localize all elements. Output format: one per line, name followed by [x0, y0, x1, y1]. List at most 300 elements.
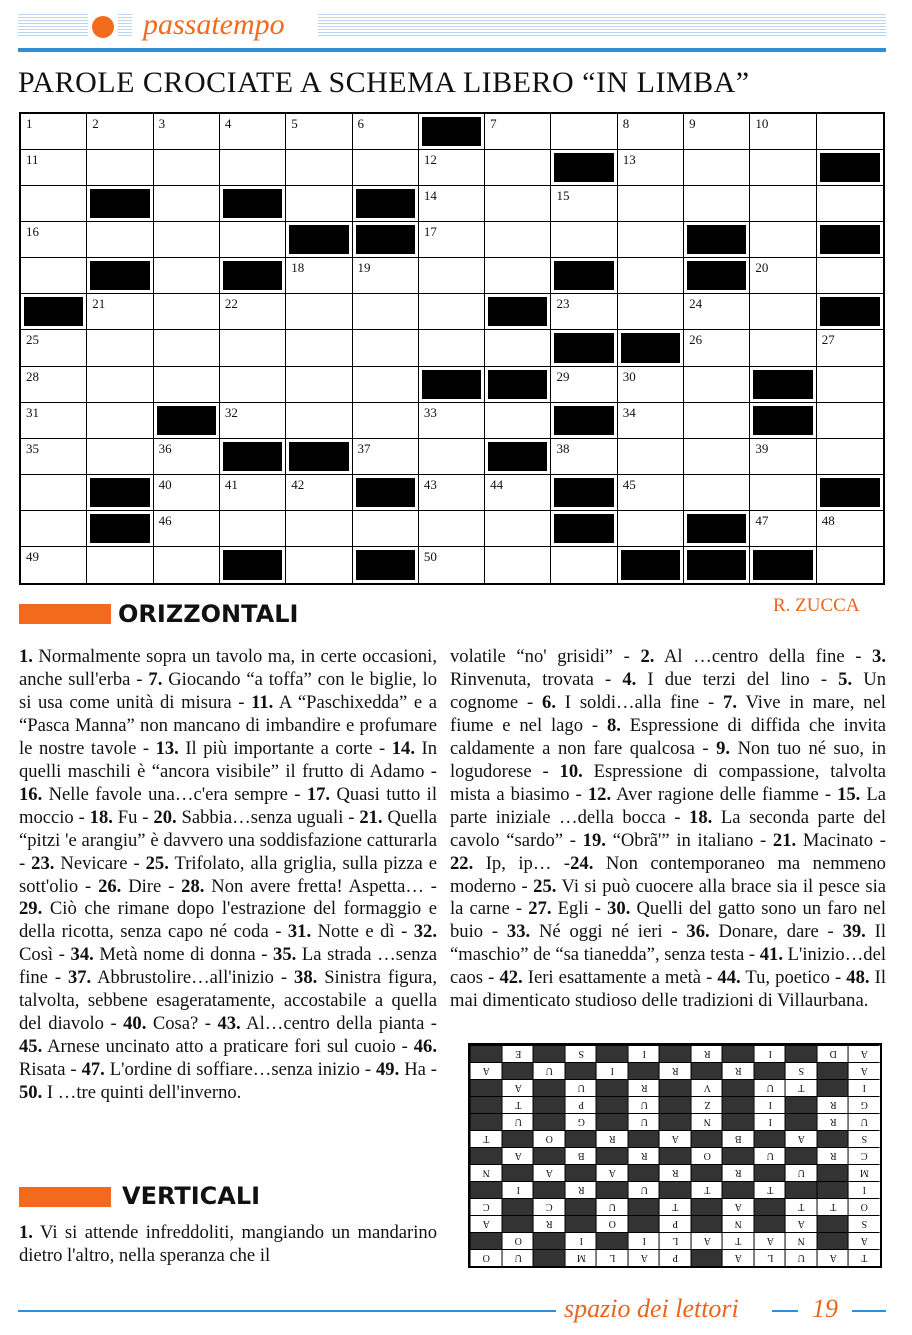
solution-black-cell: [565, 1130, 597, 1147]
solution-black-cell: [565, 1198, 597, 1215]
grid-cell: [419, 330, 485, 366]
grid-black-cell: [485, 367, 551, 403]
solution-black-cell: [722, 1096, 754, 1113]
solution-black-cell: [785, 1096, 817, 1113]
grid-cell: [154, 475, 220, 511]
grid-cell: [750, 222, 816, 258]
grid-number: 12: [423, 152, 437, 168]
grid-cell: [353, 439, 419, 475]
grid-cell: [817, 186, 883, 222]
grid-cell: [750, 186, 816, 222]
grid-cell: [220, 222, 286, 258]
grid-number: 35: [26, 440, 39, 456]
grid-black-cell: [485, 439, 551, 475]
solution-black-cell: [817, 1215, 849, 1232]
grid-cell: [419, 186, 485, 222]
grid-cell: [21, 367, 87, 403]
grid-cell: [220, 475, 286, 511]
solution-cell: N: [722, 1215, 754, 1232]
grid-cell: [154, 367, 220, 403]
solution-black-cell: [817, 1164, 849, 1181]
grid-cell: [684, 403, 750, 439]
solution-cell: T: [502, 1096, 534, 1113]
grid-number: 39: [755, 440, 769, 456]
grid-cell: [87, 403, 153, 439]
solution-cell: I: [848, 1079, 880, 1096]
grid-cell: [286, 114, 352, 150]
grid-cell: [353, 150, 419, 186]
grid-cell: [220, 367, 286, 403]
solution-black-cell: [533, 1249, 565, 1266]
solution-black-cell: [785, 1181, 817, 1198]
solution-black-cell: [502, 1198, 534, 1215]
grid-black-cell: [286, 222, 352, 258]
grid-cell: [684, 294, 750, 330]
solution-cell: O: [691, 1147, 723, 1164]
solution-black-cell: [596, 1232, 628, 1249]
solution-cell: N: [691, 1113, 723, 1130]
grid-number: 38: [556, 440, 570, 456]
grid-number: 22: [224, 296, 238, 312]
grid-cell: [419, 222, 485, 258]
solution-cell: I: [848, 1181, 880, 1198]
solution-black-cell: [533, 1181, 565, 1198]
grid-number: 41: [224, 476, 238, 492]
solution-black-cell: [596, 1181, 628, 1198]
solution-cell: C: [470, 1198, 502, 1215]
grid-black-cell: [684, 547, 750, 583]
grid-number: 37: [357, 440, 371, 456]
grid-cell: [817, 367, 883, 403]
solution-black-cell: [470, 1045, 502, 1062]
grid-number: 18: [291, 260, 305, 276]
solution-black-cell: [659, 1181, 691, 1198]
grid-cell: [750, 150, 816, 186]
solution-black-cell: [817, 1232, 849, 1249]
grid-cell: [220, 114, 286, 150]
solution-black-cell: [470, 1232, 502, 1249]
solution-cell: S: [785, 1062, 817, 1079]
grid-cell: [286, 186, 352, 222]
grid-cell: [684, 330, 750, 366]
grid-cell: [87, 294, 153, 330]
grid-cell: [684, 186, 750, 222]
grid-number: 13: [622, 152, 636, 168]
header-stripes: [118, 14, 132, 36]
grid-cell: [21, 114, 87, 150]
solution-black-cell: [722, 1113, 754, 1130]
solution-grid: [468, 1043, 882, 1268]
grid-number: 3: [158, 116, 166, 131]
grid-cell: [87, 222, 153, 258]
solution-cell: A: [596, 1164, 628, 1181]
grid-cell: [419, 511, 485, 547]
grid-cell: [154, 547, 220, 583]
header-stripes: [18, 14, 88, 36]
solution-cell: G: [848, 1096, 880, 1113]
solution-black-cell: [628, 1130, 660, 1147]
page-title: PAROLE CROCIATE A SCHEMA LIBERO “IN LIMBA”: [18, 66, 750, 99]
grid-cell: [21, 150, 87, 186]
grid-cell: [485, 475, 551, 511]
grid-number: 29: [556, 368, 570, 384]
solution-black-cell: [754, 1164, 786, 1181]
solution-cell: O: [502, 1232, 534, 1249]
solution-black-cell: [565, 1215, 597, 1232]
solution-cell: S: [565, 1045, 597, 1062]
grid-number: 46: [158, 512, 172, 528]
grid-cell: [551, 114, 617, 150]
solution-black-cell: [470, 1113, 502, 1130]
solution-black-cell: [785, 1147, 817, 1164]
solution-black-cell: [628, 1198, 660, 1215]
solution-black-cell: [817, 1062, 849, 1079]
grid-black-cell: [684, 258, 750, 294]
solution-cell: R: [722, 1062, 754, 1079]
solution-cell: R: [533, 1215, 565, 1232]
header-dot-icon: [92, 16, 114, 38]
solution-cell: P: [565, 1096, 597, 1113]
solution-cell: A: [817, 1249, 849, 1266]
solution-black-cell: [722, 1045, 754, 1062]
grid-cell: [551, 294, 617, 330]
grid-cell: [154, 186, 220, 222]
solution-cell: N: [470, 1164, 502, 1181]
solution-cell: G: [565, 1113, 597, 1130]
solution-cell: P: [659, 1249, 691, 1266]
grid-cell: [154, 222, 220, 258]
grid-number: 40: [158, 476, 172, 492]
grid-cell: [618, 475, 684, 511]
solution-black-cell: [502, 1130, 534, 1147]
solution-black-cell: [691, 1062, 723, 1079]
solution-black-cell: [817, 1079, 849, 1096]
solution-cell: R: [722, 1164, 754, 1181]
grid-number: 50: [423, 548, 437, 564]
solution-cell: I: [754, 1113, 786, 1130]
grid-cell: [419, 547, 485, 583]
solution-cell: I: [754, 1096, 786, 1113]
solution-cell: A: [848, 1045, 880, 1062]
solution-cell: L: [754, 1249, 786, 1266]
solution-black-cell: [628, 1164, 660, 1181]
solution-black-cell: [596, 1045, 628, 1062]
solution-cell: P: [659, 1215, 691, 1232]
solution-cell: R: [817, 1096, 849, 1113]
grid-cell: [419, 150, 485, 186]
solution-black-cell: [722, 1147, 754, 1164]
solution-black-cell: [754, 1198, 786, 1215]
grid-cell: [353, 114, 419, 150]
grid-cell: [154, 330, 220, 366]
grid-black-cell: [353, 186, 419, 222]
grid-cell: [618, 114, 684, 150]
footer-divider: [772, 1310, 798, 1312]
grid-number: 14: [423, 188, 437, 204]
grid-cell: [485, 186, 551, 222]
solution-black-cell: [754, 1062, 786, 1079]
grid-black-cell: [551, 475, 617, 511]
grid-cell: [684, 367, 750, 403]
solution-black-cell: [596, 1147, 628, 1164]
grid-cell: [87, 439, 153, 475]
grid-cell: [353, 511, 419, 547]
solution-cell: O: [596, 1215, 628, 1232]
grid-number: 44: [490, 476, 504, 492]
solution-cell: T: [722, 1232, 754, 1249]
solution-cell: R: [659, 1164, 691, 1181]
solution-black-cell: [691, 1164, 723, 1181]
grid-number: 49: [26, 548, 39, 564]
grid-number: 25: [26, 332, 39, 348]
grid-cell: [485, 511, 551, 547]
grid-black-cell: [353, 222, 419, 258]
solution-black-cell: [533, 1079, 565, 1096]
grid-black-cell: [220, 439, 286, 475]
grid-number: 24: [689, 296, 703, 312]
grid-number: 7: [490, 116, 497, 131]
solution-cell: A: [785, 1130, 817, 1147]
grid-black-cell: [87, 475, 153, 511]
grid-black-cell: [750, 547, 816, 583]
solution-cell: R: [596, 1130, 628, 1147]
grid-cell: [750, 114, 816, 150]
grid-black-cell: [286, 439, 352, 475]
grid-cell: [485, 403, 551, 439]
solution-cell: Z: [691, 1096, 723, 1113]
grid-black-cell: [220, 186, 286, 222]
grid-black-cell: [87, 186, 153, 222]
solution-cell: T: [659, 1198, 691, 1215]
grid-cell: [21, 475, 87, 511]
grid-cell: [618, 294, 684, 330]
author: R. ZUCCA: [773, 595, 860, 616]
grid-number: 32: [224, 404, 238, 420]
solution-black-cell: [659, 1113, 691, 1130]
solution-black-cell: [659, 1096, 691, 1113]
clues-verticali: volatile “no' grisidi” - 2. Al …centro della fine - 3. Rinvenuta, trovata - 4. I due terzi del lino - 5. Un cognome - 6. I soldi…alla fine - 7. Vive in mare, nel fiume e nel lago - 8. Espressione di diffida che invita caldamente a non fare qualcosa - 9. Non tuo né suo, in logudorese - 10. Espressione di compassione, talvolta mista a biasimo - 12. Aver ragione delle fiamme - 15. La parte iniziale …della bocca - 18. La seconda parte del cavolo “sardo” - 19. “Obrã'” in italiano - 21. Macinato - 22. Ip, ip… -24. Non contemporaneo ma nemmeno moderno - 25. Vi si può cuocere alla brace sia il pesce sia la carne - 27. Egli - 30. Quelli del gatto sono un faro nel buio - 33. Né oggi né ieri - 36. Donare, dare - 39. Il “maschio” de “sa tianedda”, senza testa - 41. L'inizio…del caos - 42. Ieri esattamente a metà - 44. Tu, poetico - 48. Il mai dimenticato studioso delle tradizioni di Villaurbana.: [450, 646, 887, 1012]
section-bar: [19, 1187, 111, 1207]
footer-text: spazio dei lettori: [564, 1294, 739, 1323]
grid-number: 16: [26, 224, 39, 240]
grid-number: 26: [689, 332, 703, 348]
grid-cell: [551, 439, 617, 475]
solution-black-cell: [659, 1147, 691, 1164]
header-divider: [18, 48, 886, 52]
grid-cell: [684, 150, 750, 186]
grid-cell: [419, 258, 485, 294]
solution-black-cell: [691, 1198, 723, 1215]
grid-cell: [154, 114, 220, 150]
grid-number: 42: [291, 476, 305, 492]
grid-number: 23: [556, 296, 570, 312]
solution-cell: U: [628, 1113, 660, 1130]
solution-cell: T: [754, 1181, 786, 1198]
grid-cell: [220, 150, 286, 186]
grid-cell: [154, 511, 220, 547]
solution-cell: C: [848, 1147, 880, 1164]
grid-number: 28: [26, 368, 39, 384]
grid-number: 36: [158, 440, 172, 456]
grid-number: 9: [689, 116, 696, 131]
solution-cell: R: [565, 1181, 597, 1198]
solution-cell: U: [754, 1147, 786, 1164]
solution-cell: U: [848, 1113, 880, 1130]
footer-divider: [18, 1310, 556, 1312]
solution-cell: A: [628, 1249, 660, 1266]
solution-black-cell: [533, 1096, 565, 1113]
grid-cell: [485, 258, 551, 294]
solution-cell: I: [628, 1045, 660, 1062]
grid-cell: [485, 330, 551, 366]
solution-cell: I: [628, 1232, 660, 1249]
grid-number: 4: [224, 116, 232, 131]
grid-black-cell: [551, 403, 617, 439]
solution-cell: U: [533, 1062, 565, 1079]
solution-black-cell: [596, 1096, 628, 1113]
solution-cell: V: [691, 1079, 723, 1096]
section-heading-verticali: VERTICALI: [122, 1182, 261, 1210]
grid-cell: [750, 475, 816, 511]
grid-number: 5: [291, 116, 298, 131]
solution-cell: O: [470, 1249, 502, 1266]
solution-cell: B: [722, 1130, 754, 1147]
grid-cell: [419, 475, 485, 511]
solution-cell: U: [565, 1079, 597, 1096]
grid-cell: [618, 403, 684, 439]
solution-black-cell: [817, 1181, 849, 1198]
grid-cell: [286, 258, 352, 294]
solution-black-cell: [691, 1130, 723, 1147]
grid-black-cell: [551, 511, 617, 547]
grid-cell: [286, 367, 352, 403]
grid-cell: [817, 330, 883, 366]
grid-cell: [286, 403, 352, 439]
grid-cell: [220, 403, 286, 439]
solution-cell: U: [502, 1113, 534, 1130]
grid-cell: [286, 511, 352, 547]
grid-cell: [21, 403, 87, 439]
grid-cell: [817, 547, 883, 583]
solution-cell: R: [659, 1062, 691, 1079]
grid-cell: [618, 367, 684, 403]
solution-cell: O: [533, 1130, 565, 1147]
grid-number: 10: [755, 116, 769, 131]
grid-black-cell: [618, 547, 684, 583]
crossword-grid: [19, 112, 885, 585]
footer-divider: [852, 1310, 886, 1312]
grid-cell: [817, 511, 883, 547]
grid-cell: [551, 222, 617, 258]
solution-cell: U: [785, 1249, 817, 1266]
grid-cell: [419, 403, 485, 439]
grid-cell: [353, 258, 419, 294]
page-number: 19: [812, 1294, 838, 1323]
grid-number: 34: [622, 404, 636, 420]
solution-black-cell: [722, 1181, 754, 1198]
grid-cell: [87, 150, 153, 186]
clues-verticali-start: 1. Vi si attende infreddoliti, mangiando un mandarino dietro l'altro, nella speranza che il: [19, 1222, 437, 1266]
solution-cell: S: [848, 1130, 880, 1147]
grid-cell: [684, 475, 750, 511]
grid-number: 2: [92, 116, 99, 131]
solution-cell: A: [848, 1232, 880, 1249]
grid-cell: [750, 294, 816, 330]
grid-black-cell: [353, 475, 419, 511]
grid-black-cell: [551, 150, 617, 186]
solution-black-cell: [533, 1045, 565, 1062]
grid-cell: [419, 294, 485, 330]
grid-cell: [21, 547, 87, 583]
grid-cell: [817, 114, 883, 150]
grid-cell: [551, 367, 617, 403]
grid-cell: [286, 150, 352, 186]
grid-cell: [353, 294, 419, 330]
solution-cell: C: [533, 1198, 565, 1215]
grid-cell: [750, 439, 816, 475]
grid-black-cell: [87, 258, 153, 294]
solution-cell: L: [659, 1232, 691, 1249]
grid-black-cell: [551, 258, 617, 294]
section-heading-orizzontali: ORIZZONTALI: [118, 600, 299, 628]
grid-cell: [750, 330, 816, 366]
grid-number: 48: [821, 512, 835, 528]
solution-cell: B: [565, 1147, 597, 1164]
grid-black-cell: [154, 403, 220, 439]
grid-number: 19: [357, 260, 371, 276]
solution-cell: T: [470, 1130, 502, 1147]
solution-black-cell: [659, 1045, 691, 1062]
header-stripes: [318, 14, 886, 36]
grid-cell: [286, 547, 352, 583]
solution-cell: I: [502, 1181, 534, 1198]
grid-cell: [87, 367, 153, 403]
solution-cell: R: [628, 1147, 660, 1164]
solution-black-cell: [596, 1079, 628, 1096]
grid-black-cell: [684, 222, 750, 258]
solution-cell: I: [596, 1062, 628, 1079]
grid-cell: [286, 294, 352, 330]
solution-cell: A: [502, 1147, 534, 1164]
grid-black-cell: [419, 114, 485, 150]
solution-cell: I: [565, 1232, 597, 1249]
section-bar: [19, 604, 111, 624]
solution-black-cell: [628, 1062, 660, 1079]
solution-cell: A: [470, 1062, 502, 1079]
grid-number: 6: [357, 116, 365, 131]
grid-cell: [87, 114, 153, 150]
grid-cell: [618, 258, 684, 294]
solution-cell: T: [785, 1198, 817, 1215]
grid-black-cell: [353, 547, 419, 583]
grid-cell: [87, 547, 153, 583]
grid-black-cell: [618, 330, 684, 366]
solution-black-cell: [502, 1164, 534, 1181]
solution-black-cell: [754, 1130, 786, 1147]
grid-cell: [618, 511, 684, 547]
grid-cell: [419, 439, 485, 475]
solution-black-cell: [691, 1215, 723, 1232]
grid-cell: [21, 511, 87, 547]
grid-cell: [485, 114, 551, 150]
grid-number: 15: [556, 188, 570, 204]
grid-cell: [551, 186, 617, 222]
grid-number: 1: [26, 116, 33, 131]
grid-cell: [286, 475, 352, 511]
solution-cell: U: [502, 1249, 534, 1266]
grid-black-cell: [750, 367, 816, 403]
solution-black-cell: [659, 1079, 691, 1096]
